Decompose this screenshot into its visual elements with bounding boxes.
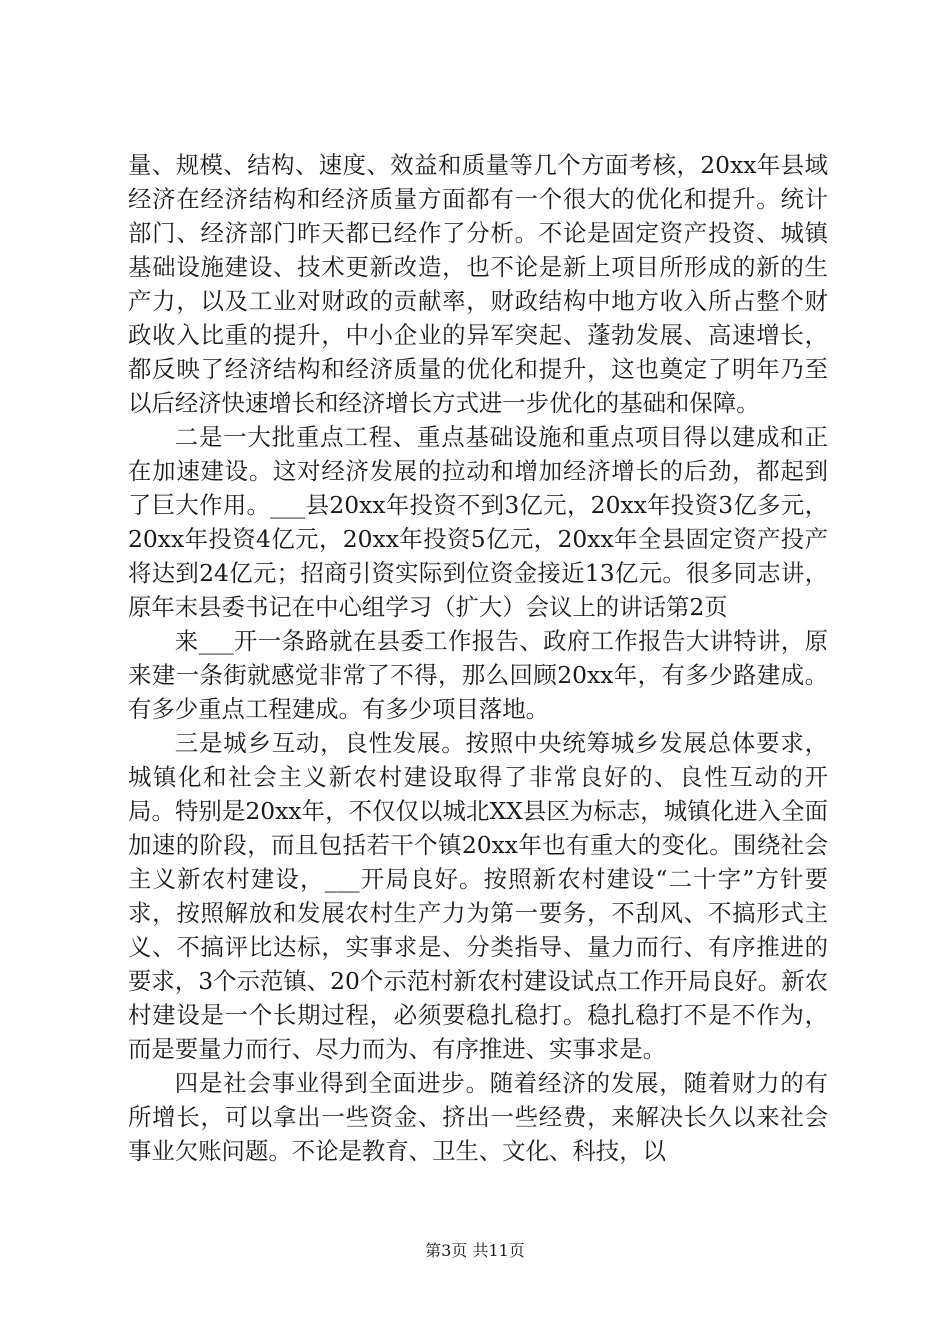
document-body <box>128 148 828 1168</box>
paragraph-3: 来___开一条路就在县委工作报告、政府工作报告大讲特讲，原来建一条街就感觉非常了不得，那么回顾20xx年，有多少路建成。有多少重点工程建成。有多少项目落地。 <box>128 627 828 723</box>
paragraph-1: 量、规模、结构、速度、效益和质量等几个方面考核，20xx年县域经济在经济结构和经济质量方面都有一个很大的优化和提升。统计部门、经济部门昨天都已经作了分析。不论是固定资产投资、城镇基础设施建设、技术更新改造，也不论是新上项目所形成的新的生产力，以及工业对财政的贡献率，财政结构中地方收入所占整个财政收入比重的提升，中小企业的异军突起、蓬勃发展、高速增长，都反映了经济结构和经济质量的优化和提升，这也奠定了明年乃至以后经济快速增长和经济增长方式进一步优化的基础和保障。 <box>128 151 828 417</box>
page-number-footer: 第3页 共11页 <box>425 1241 525 1260</box>
paragraph-2: 二是一大批重点工程、重点基础设施和重点项目得以建成和正在加速建设。这对经济发展的拉动和增加经济增长的后劲，都起到了巨大作用。___县20xx年投资不到3亿元，20xx年投资3亿多元，20xx年投资4亿元，20xx年投资5亿元，20xx年全县固定资产投产将达到24亿元；招商引资实际到位资金接近13亿元。很多同志讲，原年末县委书记在中心组学习（扩大）会议上的讲话第2页 <box>128 423 828 621</box>
paragraph-4: 三是城乡互动，良性发展。按照中央统筹城乡发展总体要求，城镇化和社会主义新农村建设取得了非常良好的、良性互动的开局。特别是20xx年，不仅仅以城北XX县区为标志，城镇化进入全面加速的阶段，而且包括若干个镇20xx年也有重大的变化。围绕社会主义新农村建设，___开局良好。按照新农村建设“二十字”方针要求，按照解放和发展农村生产力为第一要务，不刮风、不搞形式主义、不搞评比达标，实事求是、分类指导、量力而行、有序推进的要求，3个示范镇、20个示范村新农村建设试点工作开局良好。新农村建设是一个长期过程，必须要稳扎稳打。稳扎稳打不是不作为，而是要量力而行、尽力而为、有序推进、实事求是。 <box>128 729 828 1063</box>
paragraph-5: 四是社会事业得到全面进步。随着经济的发展，随着财力的有所增长，可以拿出一些资金、挤出一些经费，来解决长久以来社会事业欠账问题。不论是教育、卫生、文化、科技，以 <box>128 1069 828 1165</box>
